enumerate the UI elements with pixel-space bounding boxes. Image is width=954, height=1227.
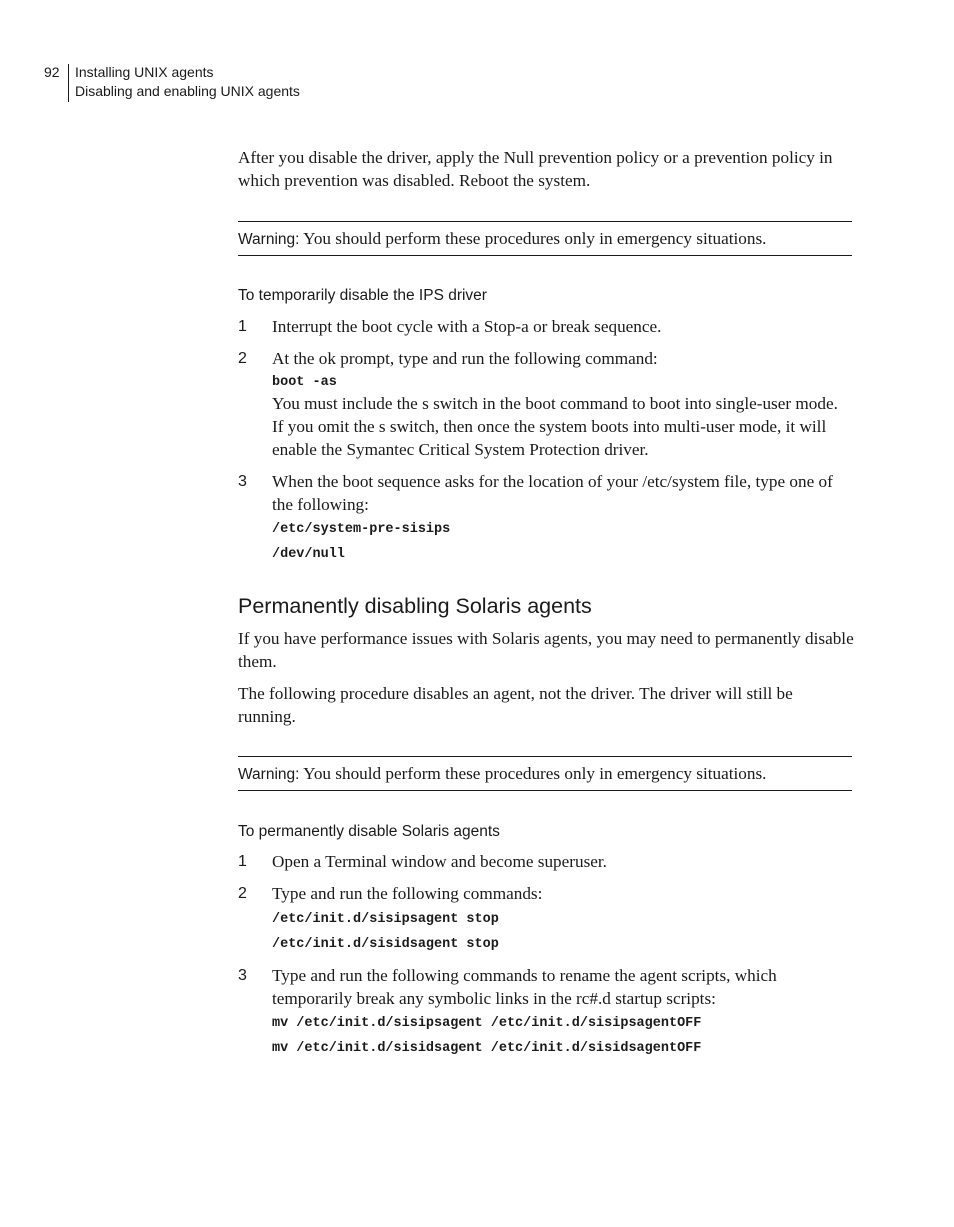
procedure-1-step-2-note: You must include the s switch in the boot command to boot into single-user mode. If you omit the s switch, then once the system boots into multi-user mode, it will enable the Symantec Critical System Protection driver. — [272, 394, 838, 459]
warning-box-1 — [238, 221, 852, 256]
header-section: Disabling and enabling UNIX agents — [75, 83, 300, 99]
procedure-1-step-1-number: 1 — [238, 318, 247, 335]
procedure-2-step-3-code-1: mv /etc/init.d/sisipsagent /etc/init.d/sisipsagentOFF — [272, 1016, 702, 1031]
procedure-1-step-3-number: 3 — [238, 473, 247, 490]
procedure-1-step-3-code-1: /etc/system-pre-sisips — [272, 522, 451, 537]
procedure-2-step-3-text: Type and run the following commands to rename the agent scripts, which temporarily break any symbolic links in the rc#.d startup scripts: — [272, 966, 777, 1008]
procedure-2-step-2-code-1: /etc/init.d/sisipsagent stop — [272, 912, 499, 927]
procedure-1-step-2-number: 2 — [238, 350, 247, 367]
procedure-2-step-2-text: Type and run the following commands: — [272, 884, 543, 903]
procedure-1-step-2-text: At the ok prompt, type and run the following command: — [272, 349, 658, 368]
intro-paragraph: After you disable the driver, apply the Null prevention policy or a prevention policy in which prevention was disabled. Reboot the system. — [238, 148, 833, 190]
procedure-2-step-3-number: 3 — [238, 967, 247, 984]
procedure-2-title: To permanently disable Solaris agents — [238, 823, 500, 840]
warning-2-text: You should perform these procedures only in emergency situations. — [303, 764, 767, 783]
section-2-paragraph-1: If you have performance issues with Solaris agents, you may need to permanently disable them. — [238, 629, 854, 671]
procedure-1-title: To temporarily disable the IPS driver — [238, 287, 487, 304]
warning-1-label: Warning: — [238, 231, 300, 248]
procedure-2-step-2-number: 2 — [238, 885, 247, 902]
warning-1-text: You should perform these procedures only in emergency situations. — [303, 229, 767, 248]
procedure-2-step-2-code-2: /etc/init.d/sisidsagent stop — [272, 937, 499, 952]
procedure-1-step-3-text: When the boot sequence asks for the location of your /etc/system file, type one of the following: — [272, 472, 833, 514]
warning-2-label: Warning: — [238, 766, 300, 783]
header-chapter: Installing UNIX agents — [75, 64, 214, 80]
procedure-1-step-2-code: boot -as — [272, 375, 337, 390]
header-divider — [68, 64, 69, 102]
page-number: 92 — [44, 64, 60, 80]
procedure-2-step-1-text: Open a Terminal window and become superuser. — [272, 852, 607, 871]
section-2-paragraph-2: The following procedure disables an agent, not the driver. The driver will still be running. — [238, 684, 793, 726]
warning-1 — [238, 227, 766, 251]
procedure-2-step-1-number: 1 — [238, 853, 247, 870]
procedure-1-step-3-code-2: /dev/null — [272, 547, 345, 562]
procedure-1-step-1-text: Interrupt the boot cycle with a Stop-a or break sequence. — [272, 317, 662, 336]
section-title: Permanently disabling Solaris agents — [238, 594, 592, 618]
procedure-2-step-3-code-2: mv /etc/init.d/sisidsagent /etc/init.d/sisidsagentOFF — [272, 1041, 702, 1056]
warning-2 — [238, 762, 766, 786]
warning-box-2 — [238, 756, 852, 791]
